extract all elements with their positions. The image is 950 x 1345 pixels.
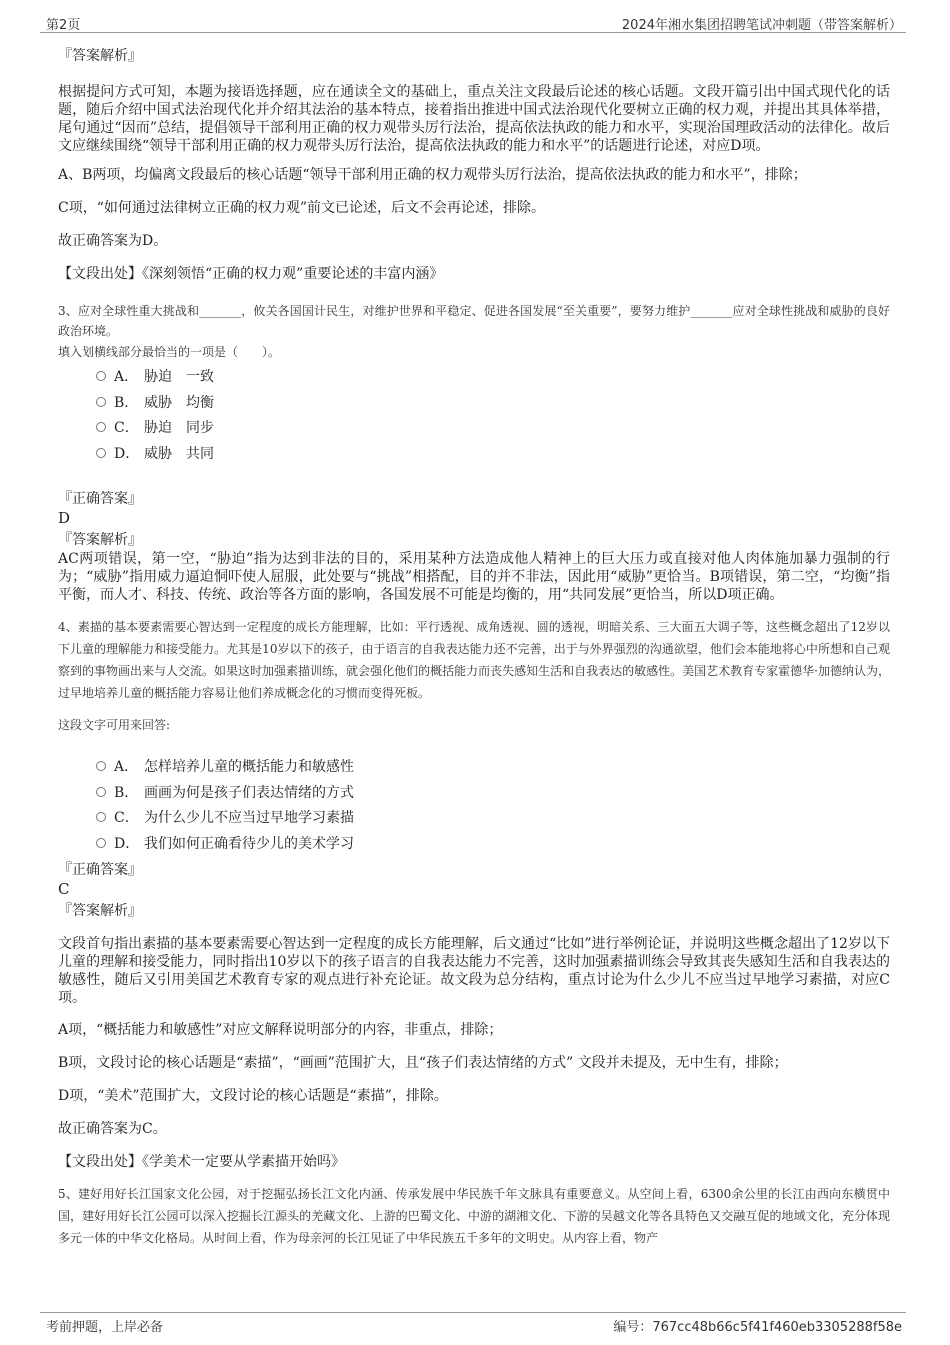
q3-stem: 3、应对全球性重大挑战和_______，攸关各国国计民生，对维护世界和平稳定、促进各国发展“至关重要”，要努力维护_______应对全球性挑战和威胁的良好政治环境。 [58, 304, 890, 338]
radio-icon[interactable] [96, 761, 106, 771]
q3-analysis: AC两项错误，第一空，“胁迫”指为达到非法的目的，采用某种方法造成他人精神上的巨大压力或直接对他人肉体施加暴力强制的行为；“威胁”指用威力逼迫恫吓使人屈服，此处要与“挑战”相搭配，目的并不非法，因此用“威胁”更恰当。B项错误，第二空，“均衡”指平衡，而人才、科技、传统、政治等各方面的影响，各国发展不可能是均衡的，用“共同发展”更恰当，所以D项正确。 [58, 551, 890, 603]
q4-analysis-paragraph: 故正确答案为C。 [58, 1121, 167, 1137]
q4-analysis-paragraph: B项，文段讨论的核心话题是“素描”，“画画”范围扩大，且“孩子们表达情绪的方式” 文段并未提及，无中生有，排除； [58, 1055, 788, 1071]
document-title: 2024年湘水集团招聘笔试冲刺题（带答案解析） [621, 18, 902, 33]
option-b[interactable]: B． 画画为何是孩子们表达情绪的方式 [58, 780, 890, 806]
radio-icon[interactable] [96, 787, 106, 797]
option-a[interactable]: A． 怎样培养儿童的概括能力和敏感性 [58, 754, 890, 780]
q2-source: 【文段出处】《深刻领悟“正确的权力观”重要论述的丰富内涵》 [58, 266, 444, 282]
q4-answer-label: 『正确答案』 [58, 862, 142, 878]
radio-icon[interactable] [96, 422, 106, 432]
q2-analysis-paragraph: C项，“如何通过法律树立正确的权力观”前文已论述，后文不会再论述，排除。 [58, 200, 546, 216]
radio-icon[interactable] [96, 371, 106, 381]
radio-icon[interactable] [96, 838, 106, 848]
q4-options [58, 754, 890, 856]
q3-options [58, 364, 890, 466]
q4-prompt: 这段文字可用来回答: [58, 718, 171, 732]
q5-stem: 5、建好用好长江国家文化公园，对于挖掘弘扬长江文化内涵、传承发展中华民族千年文脉具有重要意义。从空间上看，6300余公里的长江由西向东横贯中国，建好用好长江公园可以深入挖掘长江源头的羌藏文化、上游的巴蜀文化、中游的湖湘文化、下游的吴越文化等各具特色又交融互促的地域文化，充分体现多元一体的中华文化格局。从时间上看，作为母亲河的长江见证了中华民族五千多年的文明史。从内容上看，物产 [58, 1187, 890, 1245]
option-d[interactable]: D． 威胁 共同 [58, 441, 890, 467]
radio-icon[interactable] [96, 812, 106, 822]
option-d[interactable]: D． 我们如何正确看待少儿的美术学习 [58, 831, 890, 857]
q3-prompt: 填入划横线部分最恰当的一项是（ ）。 [58, 345, 281, 359]
q2-analysis-paragraph: 根据提问方式可知，本题为接语选择题，应在通读全文的基础上，重点关注文段最后论述的核心话题。文段开篇引出中国式现代化的话题，随后介绍中国式法治现代化并介绍其法治的基本特点，接着指出推进中国式法治现代化要树立正确的权力观，并提出其具体举措，尾句通过“因而”总结，提倡领导干部利用正确的权力观带头厉行法治，提高依法执政的能力和水平，实现治国理政活动的法律化。故后文应继续围绕“领导干部利用正确的权力观带头厉行法治，提高依法执政的能力和水平”的话题进行论述，对应D项。 [58, 84, 890, 154]
q2-analysis-paragraph: A、B两项，均偏离文段最后的核心话题“领导干部利用正确的权力观带头厉行法治，提高依法执政的能力和水平”，排除； [58, 167, 807, 183]
q3-answer-label: 『正确答案』 [58, 491, 142, 507]
page-footer [40, 1312, 906, 1335]
footer-slogan: 考前押题，上岸必备 [46, 1320, 164, 1335]
radio-icon[interactable] [96, 397, 106, 407]
page-header [40, 10, 906, 33]
page-number: 第2页 [46, 18, 81, 33]
radio-icon[interactable] [96, 448, 106, 458]
q4-source: 【文段出处】《学美术一定要从学素描开始吗》 [58, 1154, 345, 1170]
q4-analysis-label: 『答案解析』 [58, 903, 142, 919]
q4-answer: C [58, 880, 70, 898]
document-code: 编号：767cc48b66c5f41f460eb3305288f58e [613, 1320, 902, 1335]
q2-analysis-label: 『答案解析』 [58, 48, 142, 64]
q3-analysis-label: 『答案解析』 [58, 532, 142, 548]
option-a[interactable]: A． 胁迫 一致 [58, 364, 890, 390]
q4-stem: 4、素描的基本要素需要心智达到一定程度的成长方能理解，比如：平行透视、成角透视、圆的透视，明暗关系、三大面五大调子等，这些概念超出了12岁以下儿童的理解能力和接受能力。尤其是10岁以下的孩子，由于语言的自我表达能力还不完善，出于与外界强烈的沟通欲望，他们会本能地将心中所想和自己观察到的事物画出来与人交流。如果这时加强素描训练，就会强化他们的概括能力而丧失感知生活和自我表达的敏感性。美国艺术教育专家霍德华·加德纳认为，过早地培养儿童的概括能力容易让他们养成概念化的习惯而变得死板。 [58, 620, 890, 700]
q4-analysis-paragraph: D项，“美术”范围扩大，文段讨论的核心话题是“素描”，排除。 [58, 1088, 448, 1104]
q4-analysis-paragraph: 文段首句指出素描的基本要素需要心智达到一定程度的成长方能理解，后文通过“比如”进行举例论证，并说明这些概念超出了12岁以下儿童的理解和接受能力，同时指出10岁以下的孩子语言的自我表达能力不完善，这时加强素描训练会导致其丧失感知生活和自我表达的敏感性，随后又引用美国艺术教育专家的观点进行补充论证。故文段为总分结构，重点讨论为什么少儿不应当过早地学习素描，对应C项。 [58, 936, 890, 1006]
q3-answer: D [58, 509, 71, 527]
q2-analysis-paragraph: 故正确答案为D。 [58, 233, 168, 249]
document-body [58, 44, 890, 1249]
option-c[interactable]: C． 胁迫 同步 [58, 415, 890, 441]
option-b[interactable]: B． 威胁 均衡 [58, 390, 890, 416]
q4-analysis-paragraph: A项，“概括能力和敏感性”对应文解释说明部分的内容，非重点，排除； [58, 1022, 503, 1038]
option-c[interactable]: C． 为什么少儿不应当过早地学习素描 [58, 805, 890, 831]
